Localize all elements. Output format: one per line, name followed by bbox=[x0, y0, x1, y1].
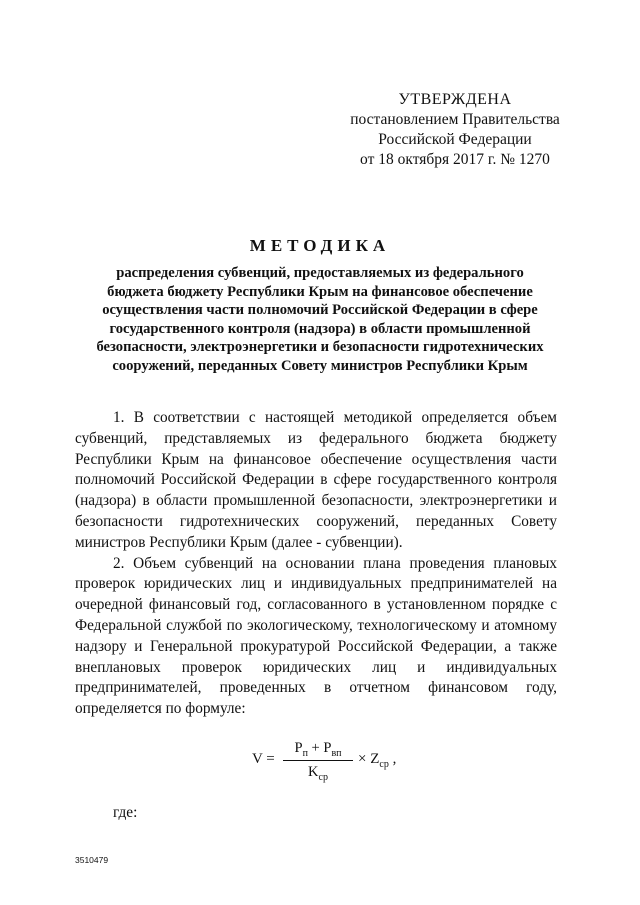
paragraph-1: 1. В соответствии с настоящей методикой определяется объем субвенций, представляемых из федерального бюджета бюджету Республики Крым на финансовое обеспечение осуществления части полномочий Российской Федерации в сфере государственного контроля (надзора) в области промышленной безопасности, электроэнергетики и безопасности гидротехнических сооружений, переданных Совету министров Республики Крым (далее - субвенции). bbox=[75, 409, 557, 551]
approval-heading: УТВЕРЖДЕНА bbox=[398, 91, 512, 108]
document-body bbox=[75, 408, 557, 720]
formula bbox=[252, 738, 412, 788]
approval-line-2: постановлением Правительства bbox=[350, 111, 560, 128]
formula-fraction bbox=[283, 738, 353, 783]
formula-multiplier: × $Z_{ср}$ , bbox=[358, 751, 397, 770]
formula-denominator: $K_{ср}$ bbox=[308, 764, 328, 783]
approval-date-line: от 18 октября 2017 г. № 1270 bbox=[360, 151, 550, 168]
approval-stamp bbox=[330, 90, 580, 170]
paragraph-2: 2. Объем субвенций на основании плана проведения плановых проверок юридических лиц и индивидуальных предпринимателей на очередной финансовый год, согласованного в установленном порядке с Федеральной службой по экологическому, технологическому и атомному надзору и Генеральной прокуратурой Российской Федерации, а также внеплановых проверок юридических лиц и индивидуальных предпринимателей, проведенных в отчетном финансовом году, определяется по формуле: bbox=[75, 554, 557, 718]
formula-numerator: $P_п + P_{вп}$ bbox=[294, 740, 342, 759]
approval-line-3: Российской Федерации bbox=[378, 131, 532, 148]
formula-lhs: V = bbox=[252, 751, 275, 767]
document-number: 3510479 bbox=[75, 855, 109, 865]
document-subtitle: распределения субвенций, предоставляемых из федерального бюджета бюджету Республики Крым на финансовое обеспечение осуществления части полномочий Российской Федерации в сфере государственного контроля (надзора) в области промышленной безопасности, электроэнергетики и безопасности гидротехнических сооружений, переданных Совету министров Республики Крым bbox=[96, 265, 544, 374]
where-label: где: bbox=[113, 804, 138, 821]
document-title: МЕТОДИКА bbox=[249, 236, 391, 255]
